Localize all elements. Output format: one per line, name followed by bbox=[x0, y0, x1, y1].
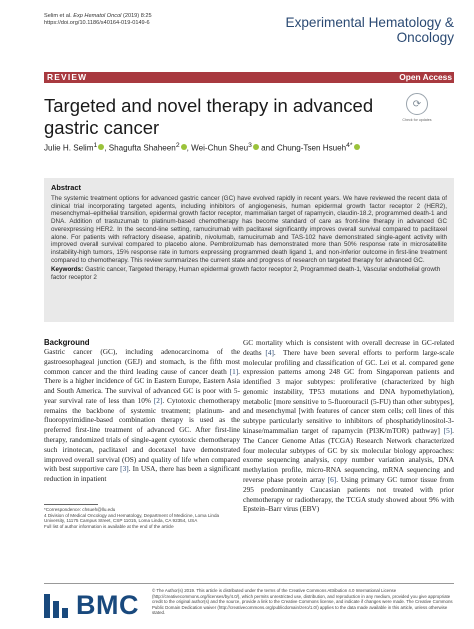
doi-link[interactable]: https://doi.org/10.1186/s40164-019-0149-6 bbox=[44, 20, 150, 27]
body-text: . There is a higher incidence of GC in Eastern Europe, Eastern Asia and South America. The survival of advanced GC is poor with 5-year survival rate of less than 10% bbox=[44, 366, 240, 405]
journal-name bbox=[286, 16, 455, 46]
body-text: Gastric cancer (GC), including adenocarcinoma of the gastroesophageal junction (GEJ) and stomach, is the fifth most common cancer and the third leading cause of cancer death bbox=[44, 347, 240, 376]
license-divider bbox=[44, 583, 454, 584]
check-for-updates-icon[interactable]: ⟳ bbox=[406, 93, 428, 115]
body-column-left bbox=[44, 347, 240, 484]
author-list: Julie H. Selim$^1$ , Shagufta Shaheen$^2$ , Wei-Chun Sheu$^3$ and Chung-Tsen Hsueh$^{4*}$ bbox=[44, 142, 464, 153]
section-heading-background: Background bbox=[44, 338, 90, 347]
check-for-updates-label[interactable]: Check for updates bbox=[402, 118, 432, 122]
body-column-right bbox=[243, 338, 454, 514]
article-type-banner bbox=[44, 72, 454, 83]
author-name[interactable]: Wei-Chun Sheu bbox=[191, 143, 249, 153]
body-text: . There have been several efforts to perform large-scale molecular profiling and classification of GC. Lei et al. compared gene expression patterns among 248 GC from Singaporean patients and identified 3 major subtypes: proliferative (characterized by high genomic instability, TP53 mutations and DNA hypomethylation), metabolic [more sensitive to 5-fluorouracil (5-FU) than other subtypes], and mesenchymal [with features of cancer stem cells; cell lines of this subtype particularly sensitive to inhibitors of phosphatidylinositol-3-kinase/mammalian target of rapamycin (PI3K/mTOR) pathway] bbox=[243, 347, 454, 436]
citation-authors: Selim et al. bbox=[44, 13, 74, 19]
author-affiliation: 3 bbox=[248, 142, 252, 149]
reference-link[interactable]: [4] bbox=[265, 347, 274, 357]
abstract-heading: Abstract bbox=[51, 183, 81, 192]
license-text: © The Author(s) 2019. This article is distributed under the terms of the Creative Commons Attribution 4.0 International License (http://creativecommons.org/licenses/by/4.0/), which permits unrestricted use, distribution, and reproduction in any medium, provided you give appropriate credit to the original author(s) and the source, provide a link to the Creative Commons license, and indicate if changes were made. The Creative Commons Public Domain Dedication waiver (http://creativecommons.org/publicdomain/zero/1.0/) applies to the data made available in this article, unless otherwise stated. bbox=[152, 588, 453, 616]
body-text: . The Cancer Genome Atlas (TCGA) Research Network characterized four molecular subtypes of GC by six molecular biology approaches: exome sequencing analysis, copy number variation analysis, DNA methylation profile, micro-RNA sequencing, mRNA sequencing and reverse phase protein array bbox=[243, 426, 454, 484]
body-text: . Cytotoxic chemotherapy remains the backbone of systemic treatment; platinum- and fluoropyrimidine-based combination therapy is used as the preferred first-line treatment of advanced GC. After first-line therapy, randomized trials of single-agent cytotoxic chemotherapy such irinotecan, paclitaxel and docetaxel have demonstrated improved overall survival (OS) and quality of life when compared with best supportive care bbox=[44, 395, 240, 474]
body-text: . In USA, there has been a significant reduction in inpatient bbox=[44, 464, 240, 484]
author-name[interactable]: Shagufta Shaheen bbox=[108, 143, 176, 153]
orcid-icon[interactable] bbox=[181, 144, 187, 150]
author-info-note: Full list of author information is available at the end of the article bbox=[44, 524, 174, 530]
reference-link[interactable]: [6] bbox=[327, 474, 337, 484]
body-text: . Using primary GC tumor tissue from 295 predominantly Caucasian patients not treated with prior chemotherapy or radiotherapy, the TCGA study showed about 9% with Epstein–Barr virus (EBV) bbox=[243, 474, 454, 514]
reference-link[interactable]: [3] bbox=[120, 464, 129, 474]
reference-link[interactable]: [2] bbox=[153, 395, 163, 405]
body-text: GC mortality which is consistent with overall decrease in GC-related deaths bbox=[243, 338, 454, 357]
abstract-box bbox=[44, 178, 454, 322]
bmc-logo-icon bbox=[44, 594, 72, 618]
correspondence-note: *Correspondence: chsueh@llu.edu bbox=[44, 507, 116, 512]
orcid-icon[interactable] bbox=[253, 144, 259, 150]
affiliation-note: 4 Division of Medical Oncology and Hematology, Department of Medicine, Loma Linda University, 11175 Campus Street, CSP 11015, Loma Linda, CA 92354, USA bbox=[44, 512, 220, 524]
citation-journal: Exp Hematol Oncol bbox=[73, 13, 122, 19]
open-access-label: Open Access bbox=[399, 72, 452, 82]
reference-link[interactable]: [1] bbox=[229, 366, 239, 376]
citation-header bbox=[44, 13, 152, 28]
reference-link[interactable]: [5] bbox=[443, 426, 453, 436]
keywords-text: Gastric cancer, Targeted therapy, Human epidermal growth factor receptor 2, Programmed death-1, Vascular endothelial growth factor receptor 2 bbox=[51, 266, 441, 282]
author-name[interactable]: Julie H. Selim bbox=[44, 143, 94, 153]
journal-name-line2: Oncology bbox=[396, 29, 454, 45]
journal-name-line1: Experimental Hematology & bbox=[285, 15, 454, 30]
footnotes bbox=[44, 507, 234, 530]
bmc-logo-text: BMC bbox=[76, 590, 139, 620]
abstract-text: The systemic treatment options for advanced gastric cancer (GC) have evolved rapidly in recent years. We have reviewed the recent data of clinical trial incorporating targeted agents, including inhibitors of angiogenesis, human epidermal growth factor receptor 2 (HER2), mesenchymal–epithelial transition, epidermal growth factor receptor, mammalian target of rapamycin, claudin-18.2, programmed death-1 and DNA. Addition of trastuzumab to platinum-based chemotherapy has become standard of care as front-line therapy in advanced GC overexpressing HER2. In the second-line setting, ramucirumab with paclitaxel significantly improves overall survival compared to paclitaxel alone. For patients with refractory disease, apatinib, nivolumab, ramucirumab and TAS-102 have demonstrated single-agent activity with improved overall survival compared to placebo alone. Pembrolizumab has demonstrated more than 50% response rate in microsatellite instability-high tumors, 15% response rate in tumors expressing programmed death ligand 1, and non-inferior outcome in first-line treatment compared to chemotherapy. This review summarizes the current state and progress of research on targeted therapy for advanced GC. bbox=[51, 195, 447, 264]
author-name[interactable]: Chung-Tsen Hsueh bbox=[276, 143, 347, 153]
author-affiliation: 2 bbox=[175, 142, 180, 149]
bmc-logo bbox=[44, 590, 139, 621]
orcid-icon[interactable] bbox=[98, 144, 104, 150]
keywords-label: Keywords: bbox=[51, 266, 84, 274]
footnote-divider bbox=[44, 504, 98, 505]
article-type-label: REVIEW bbox=[47, 72, 88, 82]
keywords bbox=[51, 266, 447, 281]
article-title: Targeted and novel therapy in advanced gastric cancer bbox=[44, 95, 374, 138]
author-affiliation: 4* bbox=[346, 142, 353, 149]
author-affiliation: 1 bbox=[93, 142, 98, 149]
orcid-icon[interactable] bbox=[354, 144, 360, 150]
citation-year: (2019) 8:25 bbox=[121, 13, 152, 19]
